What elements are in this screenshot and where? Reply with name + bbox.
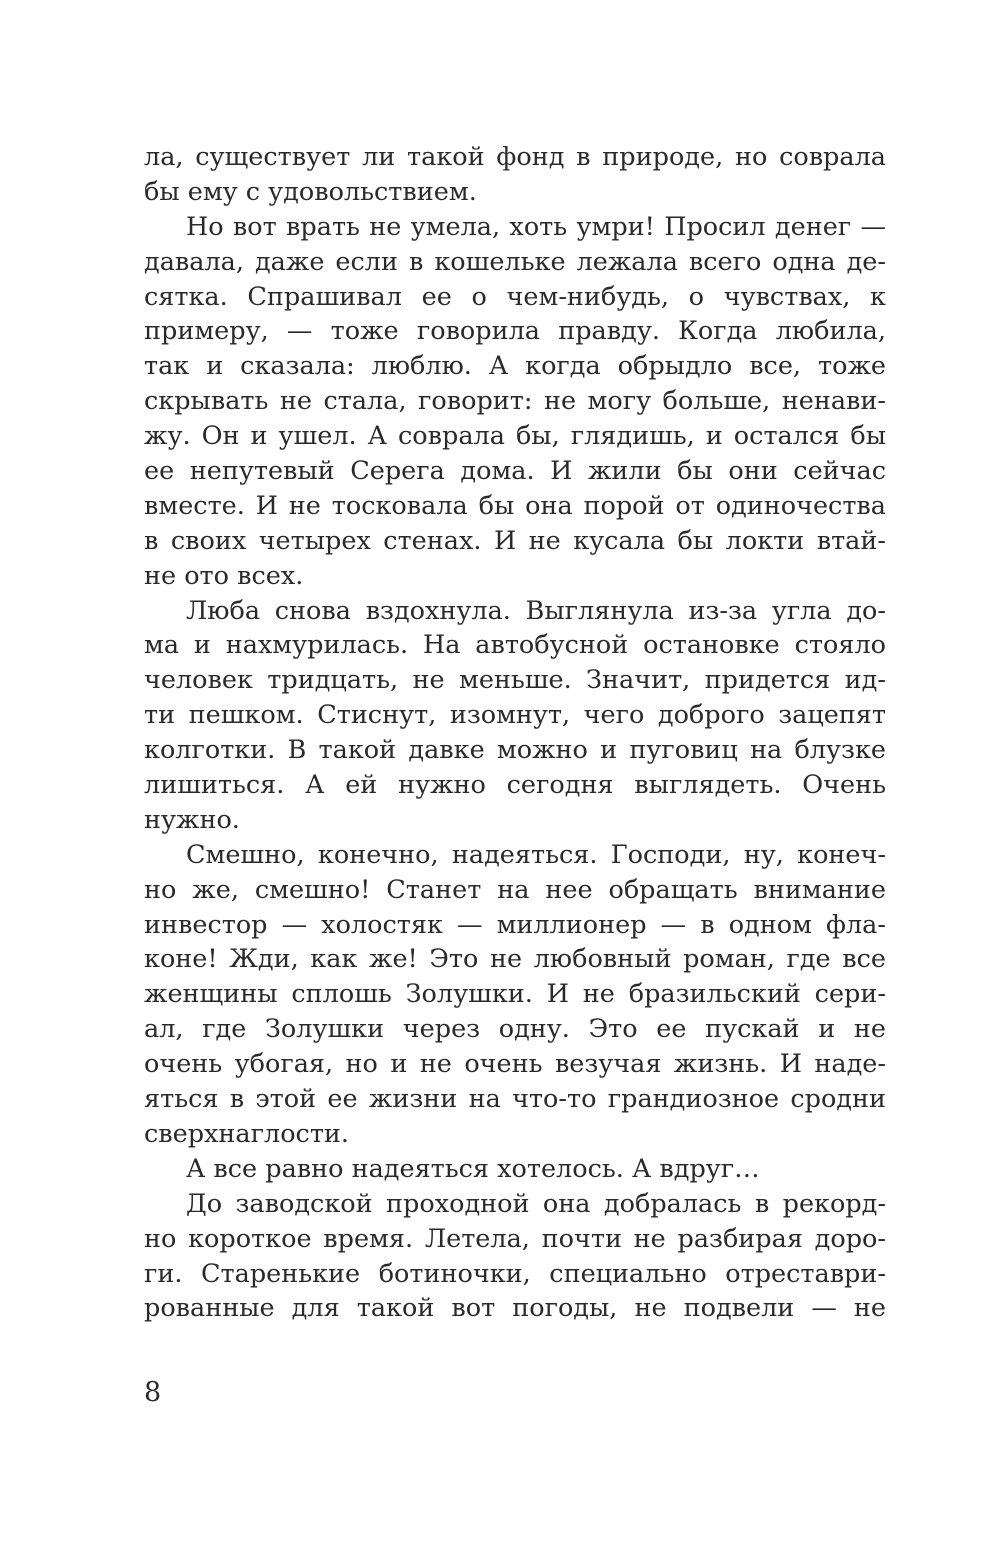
text-line: ла, существует ли такой фонд в природе, но соврала — [144, 142, 886, 172]
text-line: ал, где Золушки через одну. Это ее пускай и не — [144, 1014, 886, 1045]
text-line: инвестор — холостяк — миллионер — в одном фла- — [144, 909, 886, 940]
text-line: нужно. — [144, 804, 240, 835]
text-line: сверхнаглости. — [144, 1118, 350, 1149]
text-line: ее непутевый Серега дома. И жили бы они сейчас — [144, 456, 886, 487]
text-line: ма и нахмурилась. На автобусной остановке стояло — [144, 630, 886, 661]
text-line: в своих четырех стенах. И не кусала бы локти втай- — [144, 525, 886, 556]
text-line: примеру, — тоже говорила правду. Когда любила, — [144, 316, 886, 347]
text-line: коне! Жди, как же! Это не любовный роман, где все — [144, 944, 886, 975]
text-line: Но вот врать не умела, хоть умри! Просил денег — — [186, 211, 886, 242]
text-line: жу. Он и ушел. А соврала бы, глядишь, и остался бы — [144, 421, 886, 452]
text-line: сятка. Спрашивал ее о чем-нибудь, о чувствах, к — [144, 281, 886, 312]
text-line: ти пешком. Стиснут, изомнут, чего доброго зацепят — [144, 700, 886, 731]
text-line: Смешно, конечно, надеяться. Господи, ну, конеч- — [186, 839, 886, 870]
text-line: колготки. В такой давке можно и пуговиц на блузке — [144, 735, 886, 766]
text-line: яться в этой ее жизни на что-то грандиозное сродни — [144, 1084, 886, 1115]
text-line: давала, даже если в кошельке лежала всего одна де- — [144, 246, 886, 277]
text-line: женщины сплошь Золушки. И не бразильский сери- — [144, 979, 886, 1010]
text-line: вместе. И не тосковала бы она порой от одиночества — [144, 490, 886, 521]
body-text — [144, 140, 886, 1326]
text-line: но короткое время. Летела, почти не разбирая доро- — [144, 1223, 886, 1254]
text-line: Люба снова вздохнула. Выглянула из-за угла до- — [186, 595, 886, 626]
text-line: бы ему с удовольствием. — [144, 176, 477, 207]
text-line: лишиться. А ей нужно сегодня выглядеть. Очень — [144, 770, 886, 801]
text-line: очень убогая, но и не очень везучая жизнь. И наде- — [144, 1049, 886, 1080]
text-line: До заводской проходной она добралась в рекорд- — [186, 1188, 886, 1219]
text-line: ги. Старенькие ботиночки, специально отреставри- — [144, 1258, 886, 1289]
text-line: так и сказала: люблю. А когда обрыдло все, тоже — [144, 351, 886, 382]
page-number: 8 — [144, 1377, 162, 1408]
text-line: человек тридцать, не меньше. Значит, придется ид- — [144, 665, 886, 696]
text-line: не ото всех. — [144, 560, 304, 591]
text-line: А все равно надеяться хотелось. А вдруг… — [186, 1153, 760, 1184]
text-line: рованные для такой вот погоды, не подвели — не — [144, 1293, 886, 1324]
text-line: скрывать не стала, говорит: не могу больше, ненави- — [144, 386, 886, 417]
text-line: но же, смешно! Станет на нее обращать внимание — [144, 874, 886, 905]
